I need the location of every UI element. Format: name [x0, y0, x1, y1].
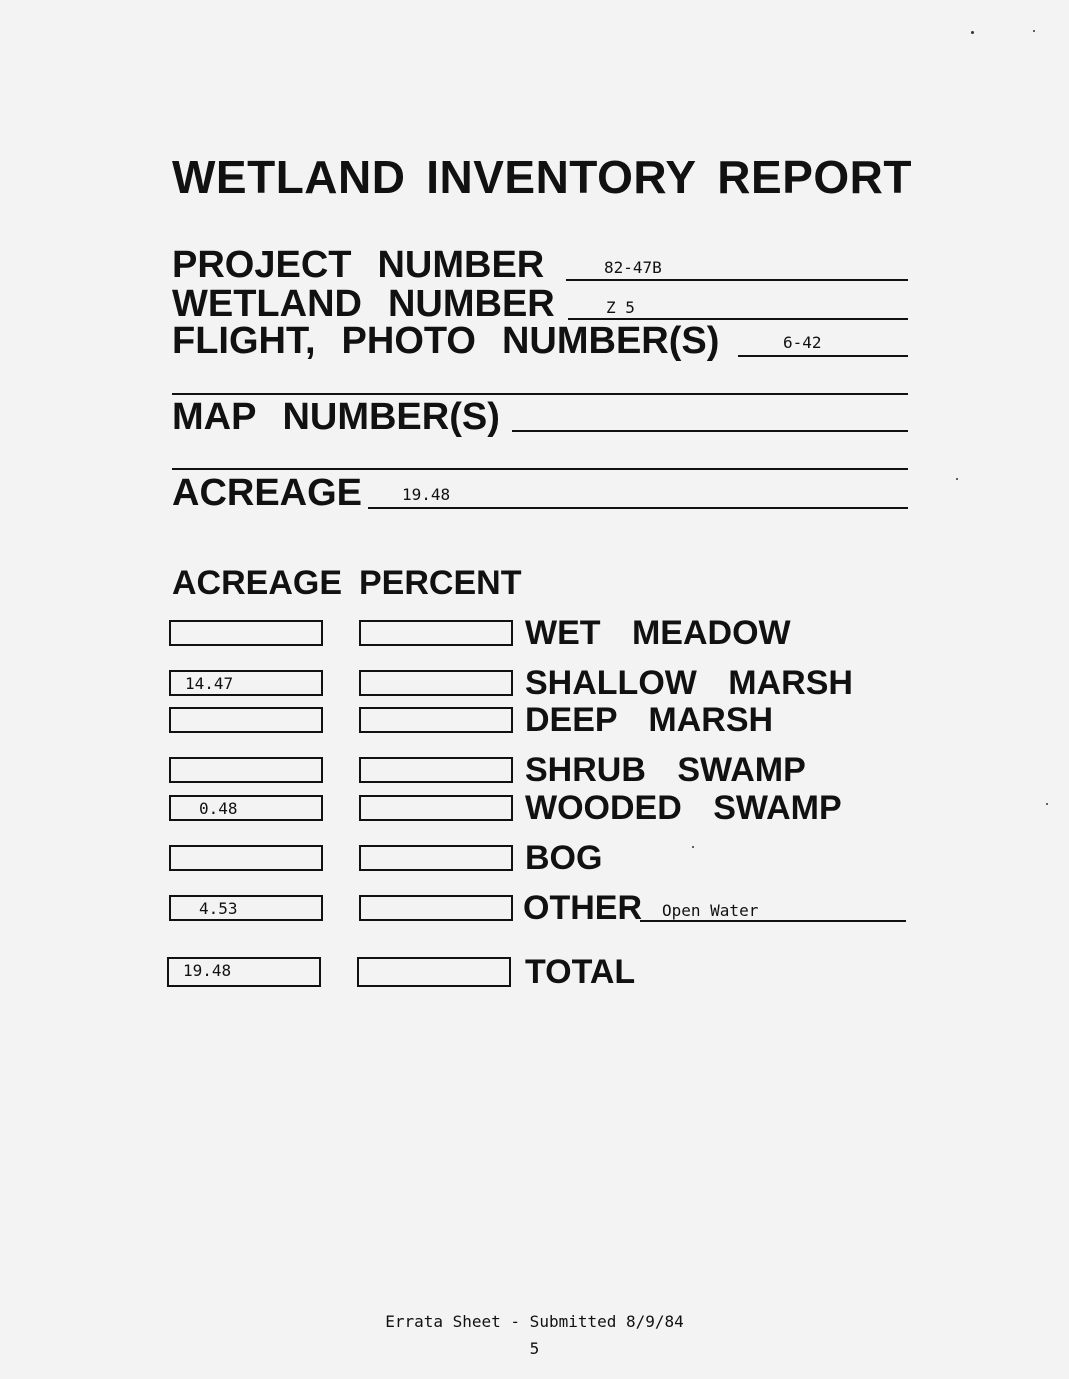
- map-numbers-line: [512, 430, 908, 432]
- project-number-label: [172, 244, 544, 287]
- title-word: INVENTORY: [426, 151, 697, 203]
- category-other: OTHER: [523, 889, 642, 927]
- label-word: NUMBER: [377, 244, 545, 286]
- flight-photo-continuation-line: [172, 393, 908, 395]
- acreage-value: 4.53: [199, 899, 238, 918]
- acreage-box-shrub-swamp[interactable]: [169, 757, 323, 783]
- percent-box-wet-meadow[interactable]: [359, 620, 513, 646]
- scan-speck: [692, 846, 694, 848]
- acreage-value: 0.48: [199, 799, 238, 818]
- category-total: TOTAL: [525, 953, 636, 991]
- category-shallow-marsh: SHALLOW MARSH: [525, 664, 853, 702]
- percent-box-deep-marsh[interactable]: [359, 707, 513, 733]
- percent-box-other[interactable]: [359, 895, 513, 921]
- percent-box-shrub-swamp[interactable]: [359, 757, 513, 783]
- page-number: 5: [529, 1339, 540, 1358]
- acreage-box-bog[interactable]: [169, 845, 323, 871]
- acreage-line: [368, 507, 908, 509]
- title-word: REPORT: [717, 151, 912, 203]
- category-wet-meadow: WET MEADOW: [525, 614, 791, 652]
- category-bog: BOG: [525, 839, 603, 877]
- label-word: NUMBER(S): [282, 396, 500, 438]
- acreage-box-wet-meadow[interactable]: [169, 620, 323, 646]
- category-deep-marsh: DEEP MARSH: [525, 701, 774, 739]
- scan-speck: [971, 31, 974, 34]
- project-number-value: 82-47B: [604, 258, 662, 277]
- report-title: [172, 150, 912, 204]
- percent-box-total[interactable]: [357, 957, 511, 987]
- flight-photo-label: [172, 320, 719, 363]
- title-word: WETLAND: [172, 151, 406, 203]
- scan-speck: [956, 478, 958, 480]
- acreage-box-wooded-swamp[interactable]: [169, 795, 323, 821]
- scan-speck: [1033, 30, 1035, 32]
- label-word: FLIGHT,: [172, 320, 316, 362]
- acreage-label: ACREAGE: [172, 472, 363, 514]
- acreage-box-other[interactable]: [169, 895, 323, 921]
- project-number-line: [566, 279, 908, 281]
- scan-speck: [1046, 803, 1048, 805]
- errata-note: Errata Sheet - Submitted 8/9/84: [385, 1312, 684, 1331]
- flight-photo-line: [738, 355, 908, 357]
- other-description-value: Open Water: [662, 901, 759, 920]
- label-word: NUMBER(S): [501, 320, 720, 362]
- label-word: NUMBER: [387, 283, 555, 325]
- acreage-value: 14.47: [185, 674, 234, 693]
- acreage-value: 19.48: [183, 961, 232, 980]
- other-description-line: [640, 920, 906, 922]
- percent-column-header: PERCENT: [359, 564, 522, 602]
- wetland-number-value: Z 5: [606, 298, 635, 317]
- acreage-value: 19.48: [402, 485, 451, 504]
- category-wooded-swamp: WOODED SWAMP: [525, 789, 842, 827]
- label-word: MAP: [172, 396, 257, 438]
- acreage-box-total[interactable]: [167, 957, 321, 987]
- flight-photo-value: 6-42: [783, 333, 822, 352]
- label-word: WETLAND: [172, 283, 362, 325]
- category-shrub-swamp: SHRUB SWAMP: [525, 751, 806, 789]
- acreage-column-header: ACREAGE: [172, 564, 343, 602]
- acreage-box-deep-marsh[interactable]: [169, 707, 323, 733]
- label-word: PROJECT: [172, 244, 352, 286]
- percent-box-wooded-swamp[interactable]: [359, 795, 513, 821]
- percent-box-bog[interactable]: [359, 845, 513, 871]
- percent-box-shallow-marsh[interactable]: [359, 670, 513, 696]
- acreage-box-shallow-marsh[interactable]: [169, 670, 323, 696]
- map-numbers-label: [172, 396, 500, 439]
- label-word: PHOTO: [341, 320, 476, 362]
- map-numbers-continuation-line: [172, 468, 908, 470]
